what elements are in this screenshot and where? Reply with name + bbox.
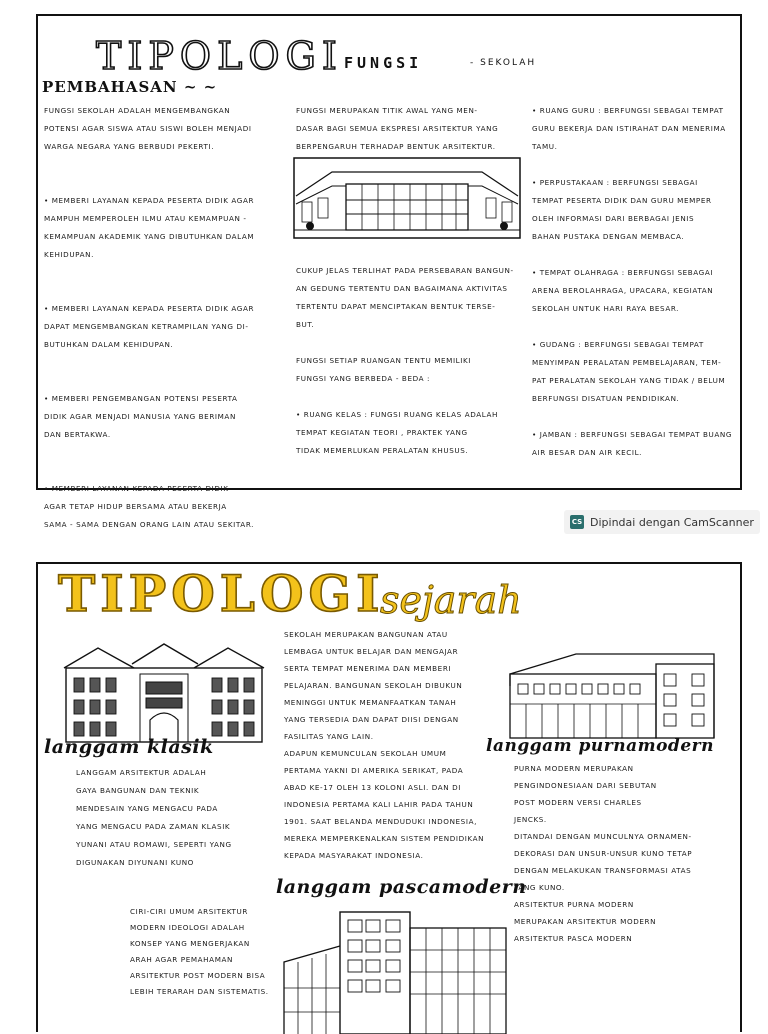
- text-line: ARSITEKTUR PASCA MODERN: [514, 934, 633, 943]
- scanned-page-sejarah: [36, 562, 742, 1032]
- text-line: GAYA BANGUNAN DAN TEKNIK: [76, 786, 200, 795]
- text-line: [44, 462, 284, 480]
- text-line: TAMU.: [532, 142, 558, 151]
- text-line: TEMPAT PESERTA DIDIK DAN GURU MEMPER: [532, 196, 712, 205]
- text-line: MEREKA MEMPERKENALKAN SISTEM PENDIDIKAN: [284, 834, 485, 843]
- text-line: SERTA TEMPAT MENERIMA DAN MEMBERI: [284, 664, 452, 673]
- text-line: AIR BESAR DAN AIR KECIL.: [532, 448, 643, 457]
- text-line: DASAR BAGI SEMUA EKSPRESI ARSITEKTUR YANG: [296, 124, 499, 133]
- text-line: AN GEDUNG TERTENTU DAN BAGAIMANA AKTIVITAS: [296, 284, 508, 293]
- text-line: KONSEP YANG MENGERJAKAN: [130, 939, 250, 948]
- page-title: TIPOLOGI: [96, 34, 343, 78]
- purnamodern-building-sketch: [506, 646, 718, 740]
- text-line: PENGINDONESIAAN DARI SEBUTAN: [514, 781, 657, 790]
- center-history-text: [284, 626, 498, 864]
- column-3-text: [532, 102, 742, 462]
- text-line: [532, 246, 742, 264]
- text-line: INDONESIA PERTAMA KALI LAHIR PADA TAHUN: [284, 800, 474, 809]
- text-line: ARSITEKTUR PURNA MODERN: [514, 900, 634, 909]
- text-line: • GUDANG : BERFUNGSI SEBAGAI TEMPAT: [532, 340, 704, 349]
- section-heading: PEMBAHASAN ~ ~: [42, 78, 218, 96]
- text-line: DEKORASI DAN UNSUR-UNSUR KUNO TETAP: [514, 849, 693, 858]
- text-line: [44, 174, 284, 192]
- text-line: 1901. SAAT BELANDA MENDUDUKI INDONESIA,: [284, 817, 477, 826]
- text-line: POST MODERN VERSI CHARLES: [514, 798, 642, 807]
- text-line: ADAPUN KEMUNCULAN SEKOLAH UMUM: [284, 749, 447, 758]
- pascamodern-building-sketch: [278, 902, 510, 1034]
- text-line: FUNGSI MERUPAKAN TITIK AWAL YANG MEN-: [296, 106, 478, 115]
- text-line: • MEMBERI PENGEMBANGAN POTENSI PESERTA: [44, 394, 238, 403]
- text-line: AGAR TETAP HIDUP BERSAMA ATAU BEKERJA: [44, 502, 227, 511]
- text-line: [296, 334, 528, 352]
- text-line: WARGA NEGARA YANG BERBUDI PEKERTI.: [44, 142, 215, 151]
- text-line: MENINGGI UNTUK MEMANFAATKAN TANAH: [284, 698, 457, 707]
- text-line: [532, 408, 742, 426]
- purnamodern-text: [514, 760, 736, 947]
- text-line: DAN BERTAKWA.: [44, 430, 111, 439]
- text-line: ABAD KE-17 OLEH 13 KOLONI ASLI. DAN DI: [284, 783, 461, 792]
- text-line: • RUANG KELAS : FUNGSI RUANG KELAS ADALAH: [296, 410, 499, 419]
- text-line: MAMPUH MEMPEROLEH ILMU ATAU KEMAMPUAN -: [44, 214, 247, 223]
- text-line: DITANDAI DENGAN MUNCULNYA ORNAMEN-: [514, 832, 692, 841]
- text-line: SAMA - SAMA DENGAN ORANG LAIN ATAU SEKITAR.: [44, 520, 255, 529]
- text-line: BUTUHKAN DALAM KEHIDUPAN.: [44, 340, 174, 349]
- text-line: SEKOLAH UNTUK HARI RAYA BESAR.: [532, 304, 680, 313]
- text-line: CUKUP JELAS TERLIHAT PADA PERSEBARAN BANGUN-: [296, 266, 514, 275]
- text-line: MODERN IDEOLOGI ADALAH: [130, 923, 245, 932]
- text-line: [532, 318, 742, 336]
- text-line: MERUPAKAN ARSITEKTUR MODERN: [514, 917, 657, 926]
- text-line: • JAMBAN : BERFUNGSI SEBAGAI TEMPAT BUANG: [532, 430, 733, 439]
- text-line: [296, 388, 528, 406]
- page-title: TIPOLOGI: [58, 564, 385, 623]
- text-line: YUNANI ATAU ROMAWI, SEPERTI YANG: [76, 840, 232, 849]
- text-line: [532, 156, 742, 174]
- text-line: [44, 372, 284, 390]
- text-line: TEMPAT KEGIATAN TEORI , PRAKTEK YANG: [296, 428, 468, 437]
- text-line: POTENSI AGAR SISWA ATAU SISWI BOLEH MENJADI: [44, 124, 252, 133]
- text-line: PELAJARAN. BANGUNAN SEKOLAH DIBUKUN: [284, 681, 463, 690]
- page-subtitle: FUNGSI: [344, 54, 423, 72]
- page-title-script: sejarah: [380, 578, 522, 622]
- text-line: MENYIMPAN PERALATAN PEMBELAJARAN, TEM-: [532, 358, 722, 367]
- text-line: FUNGSI SEKOLAH ADALAH MENGEMBANGKAN: [44, 106, 231, 115]
- text-line: BERFUNGSI DISATUAN PENDIDIKAN.: [532, 394, 680, 403]
- text-line: DIGUNAKAN DIYUNANI KUNO: [76, 858, 194, 867]
- text-line: • MEMBERI LAYANAN KEPADA PESERTA DIDIK AGAR: [44, 304, 255, 313]
- text-line: JENCKS.: [514, 815, 547, 824]
- camscanner-badge: [564, 510, 760, 534]
- text-line: • RUANG GURU : BERFUNGSI SEBAGAI TEMPAT: [532, 106, 724, 115]
- text-line: CIRI-CIRI UMUM ARSITEKTUR: [130, 907, 248, 916]
- text-line: OLEH INFORMASI DARI BERBAGAI JENIS: [532, 214, 695, 223]
- text-line: KEMAMPUAN AKADEMIK YANG DIBUTUHKAN DALAM: [44, 232, 255, 241]
- text-line: FUNGSI YANG BERBEDA - BEDA :: [296, 374, 431, 383]
- text-line: DIDIK AGAR MENJADI MANUSIA YANG BERIMAN: [44, 412, 236, 421]
- text-line: KEPADA MASYARAKAT INDONESIA.: [284, 851, 424, 860]
- text-line: LANGGAM ARSITEKTUR ADALAH: [76, 768, 207, 777]
- text-line: FUNGSI SETIAP RUANGAN TENTU MEMILIKI: [296, 356, 472, 365]
- klasik-text: [76, 764, 276, 872]
- text-line: BERPENGARUH TERHADAP BENTUK ARSITEKTUR.: [296, 142, 496, 151]
- column-2-text: [296, 262, 528, 460]
- text-line: YANG TERSEDIA DAN DAPAT DIISI DENGAN: [284, 715, 459, 724]
- column-1-text: [44, 102, 284, 534]
- text-line: [44, 354, 284, 372]
- text-line: YANG KUNO.: [514, 883, 565, 892]
- text-line: DENGAN MELAKUKAN TRANSFORMASI ATAS: [514, 866, 692, 875]
- text-line: FASILITAS YANG LAIN.: [284, 732, 374, 741]
- text-line: TIDAK MEMERLUKAN PERALATAN KHUSUS.: [296, 446, 469, 455]
- camscanner-logo-icon: CS: [570, 515, 584, 529]
- text-line: • MEMBERI LAYANAN KEPADA PESERTA DIDIK: [44, 484, 229, 493]
- text-line: • TEMPAT OLAHRAGA : BERFUNGSI SEBAGAI: [532, 268, 714, 277]
- text-line: BUT.: [296, 320, 315, 329]
- pascamodern-label: langgam pascamodern: [276, 876, 527, 898]
- text-line: • PERPUSTAKAAN : BERFUNGSI SEBAGAI: [532, 178, 698, 187]
- camscanner-label: Dipindai dengan CamScanner: [590, 515, 754, 529]
- klasik-label: langgam klasik: [44, 736, 214, 758]
- text-line: YANG MENGACU PADA ZAMAN KLASIK: [76, 822, 231, 831]
- text-line: PERTAMA YAKNI DI AMERIKA SERIKAT, PADA: [284, 766, 464, 775]
- text-line: KEHIDUPAN.: [44, 250, 95, 259]
- text-line: [44, 444, 284, 462]
- pascamodern-text: [130, 904, 290, 1000]
- text-line: TERTENTU DAPAT MENCIPTAKAN BENTUK TERSE-: [296, 302, 496, 311]
- text-line: BAHAN PUSTAKA DENGAN MEMBACA.: [532, 232, 685, 241]
- column-2-intro-text: [296, 102, 528, 156]
- text-line: ARAH AGAR PEMAHAMAN: [130, 955, 233, 964]
- text-line: LEMBAGA UNTUK BELAJAR DAN MENGAJAR: [284, 647, 459, 656]
- text-line: GURU BEKERJA DAN ISTIRAHAT DAN MENERIMA: [532, 124, 726, 133]
- text-line: [44, 282, 284, 300]
- text-line: [44, 264, 284, 282]
- text-line: PURNA MODERN MERUPAKAN: [514, 764, 634, 773]
- text-line: MENDESAIN YANG MENGACU PADA: [76, 804, 218, 813]
- text-line: DAPAT MENGEMBANGKAN KETRAMPILAN YANG DI-: [44, 322, 249, 331]
- text-line: SEKOLAH MERUPAKAN BANGUNAN ATAU: [284, 630, 448, 639]
- page-subtitle-tail: - SEKOLAH: [470, 58, 537, 68]
- purnamodern-label: langgam purnamodern: [486, 736, 714, 756]
- text-line: • MEMBERI LAYANAN KEPADA PESERTA DIDIK AGAR: [44, 196, 255, 205]
- text-line: [44, 156, 284, 174]
- text-line: ARSITEKTUR POST MODERN BISA: [130, 971, 266, 980]
- text-line: LEBIH TERARAH DAN SISTEMATIS.: [130, 987, 269, 996]
- classic-building-sketch: [58, 638, 270, 744]
- school-building-sketch: [292, 156, 522, 240]
- text-line: PAT PERALATAN SEKOLAH YANG TIDAK / BELUM: [532, 376, 726, 385]
- text-line: ARENA BEROLAHRAGA, UPACARA, KEGIATAN: [532, 286, 714, 295]
